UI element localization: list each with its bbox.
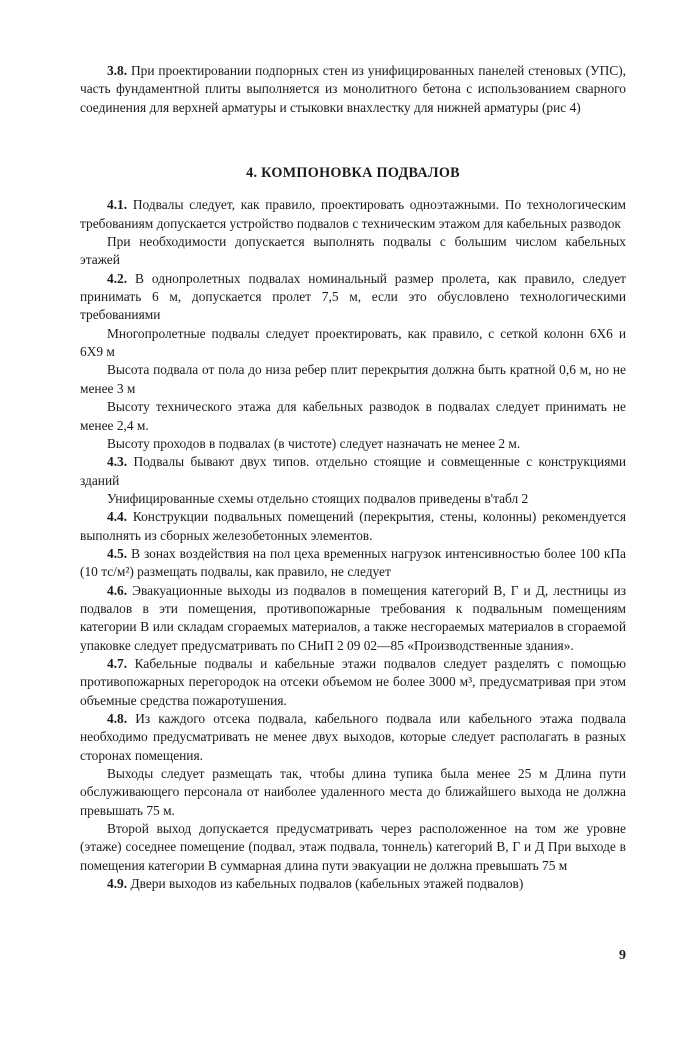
paragraph-4-3 — [80, 453, 626, 490]
page-number: 9 — [619, 948, 626, 963]
clause-text: Кабельные подвалы и кабельные этажи подвалов следует разделять с помощью противопожарных перегородок на отсеки объемом не более 3000 м³, предусматривая при этом объемные средства пожаротушения. — [80, 655, 626, 708]
paragraph-4-8 — [80, 710, 626, 765]
clause-text: В однопролетных подвалах номинальный размер пролета, как правило, следует принимать 6 м, допускается пролет 7,5 м, если это обусловлено технологическими требованиями — [80, 270, 626, 323]
paragraph-4-7 — [80, 655, 626, 710]
clause-text: Двери выходов из кабельных подвалов (кабельных этажей подвалов) — [130, 876, 524, 892]
paragraph-4-4 — [80, 508, 626, 545]
paragraph — [80, 435, 626, 453]
section-heading: 4. КОМПОНОВКА ПОДВАЛОВ — [246, 165, 460, 182]
paragraph — [80, 398, 626, 435]
clause-number: 4.5. — [107, 545, 128, 561]
clause-text: Из каждого отсека подвала, кабельного подвала или кабельного этажа подвала необходимо предусматривать не менее двух выходов, которые следует располагать в разных сторонах помещения. — [80, 711, 626, 763]
clause-text: Унифицированные схемы отдельно стоящих подвалов приведены в'табл 2 — [107, 490, 529, 506]
clause-text: Подвалы бывают двух типов. отдельно стоящие и совмещенные с конструкциями зданий — [80, 454, 626, 488]
paragraph-4-9 — [80, 875, 626, 893]
clause-text: Второй выход допускается предусматривать через расположенное на том же уровне (этаже) соседнее помещение (подвал, этаж подвала, тоннель) категорий В, Г и Д При выходе в помещения категории В суммарная длина пути эвакуации не должна превышать 75 м — [80, 821, 626, 873]
paragraph-4-5 — [80, 545, 626, 582]
clause-number: 4.7. — [107, 655, 128, 671]
clause-text: Многопролетные подвалы следует проектировать, как правило, с сеткой колонн 6Х6 и 6Х9 м — [80, 325, 626, 360]
paragraph — [80, 765, 626, 820]
clause-number: 4.6. — [107, 582, 128, 598]
paragraph — [80, 325, 626, 362]
clause-text: В зонах воздействия на пол цеха временных нагрузок интенсивностью более 100 кПа (10 тс/м²) размещать подвалы, как правило, не следует — [80, 545, 626, 580]
paragraph — [80, 490, 626, 508]
clause-number: 3.8. — [107, 63, 128, 78]
paragraph-3-8 — [80, 62, 626, 117]
clause-text: Высота подвала от пола до низа ребер плит перекрытия должна быть кратной 0,6 м, но не менее 3 м — [80, 362, 626, 396]
paragraph-4-1 — [80, 196, 626, 233]
clause-text: Эвакуационные выходы из подвалов в помещения категорий В, Г и Д, лестницы из подвалов в эти помещения, противопожарные требования к подвальным помещениям категории В или складам сгораемых материалов, а также несгораемых материалов в сгораемой упаковке следует предусматривать по СНиП 2 09 02—85 «Производственные здания». — [80, 582, 626, 653]
clause-text: Подвалы следует, как правило, проектировать одноэтажными. По технологическим требованиям допускается устройство подвалов с техническим этажом для кабельных разводок — [80, 197, 626, 231]
clause-number: 4.8. — [107, 711, 128, 726]
clause-text: Выходы следует размещать так, чтобы длина тупика была менее 25 м Длина пути обслуживающего персонала от наиболее удаленного места до ближайшего выхода не должна превышать 75 м. — [80, 766, 626, 818]
paragraph — [80, 361, 626, 398]
clause-text: При проектировании подпорных стен из унифицированных панелей стеновых (УПС), часть фундаментной плиты выполняется из монолитного бетона с использованием сварного соединения для верхней арматуры и стыковки внахлестку для нижней арматуры (рис 4) — [80, 63, 626, 115]
clause-text: При необходимости допускается выполнять подвалы с большим числом кабельных этажей — [80, 234, 626, 268]
clause-text: Высоту проходов в подвалах (в чистоте) следует назначать не менее 2 м. — [107, 435, 521, 451]
clause-text: Высоту технического этажа для кабельных разводок в подвалах следует принимать не менее 2,4 м. — [80, 399, 626, 433]
clause-number: 4.3. — [107, 454, 128, 470]
clause-number: 4.1. — [107, 197, 128, 213]
clause-number: 4.9. — [107, 876, 128, 892]
clause-number: 4.4. — [107, 509, 128, 525]
paragraph — [80, 233, 626, 270]
paragraph-4-2 — [80, 270, 626, 325]
paragraph — [80, 820, 626, 875]
paragraph-4-6 — [80, 582, 626, 655]
clause-text: Конструкции подвальных помещений (перекрытия, стены, колонны) рекомендуется выполнять из сборных железобетонных элементов. — [80, 509, 626, 543]
clause-number: 4.2. — [107, 270, 128, 286]
